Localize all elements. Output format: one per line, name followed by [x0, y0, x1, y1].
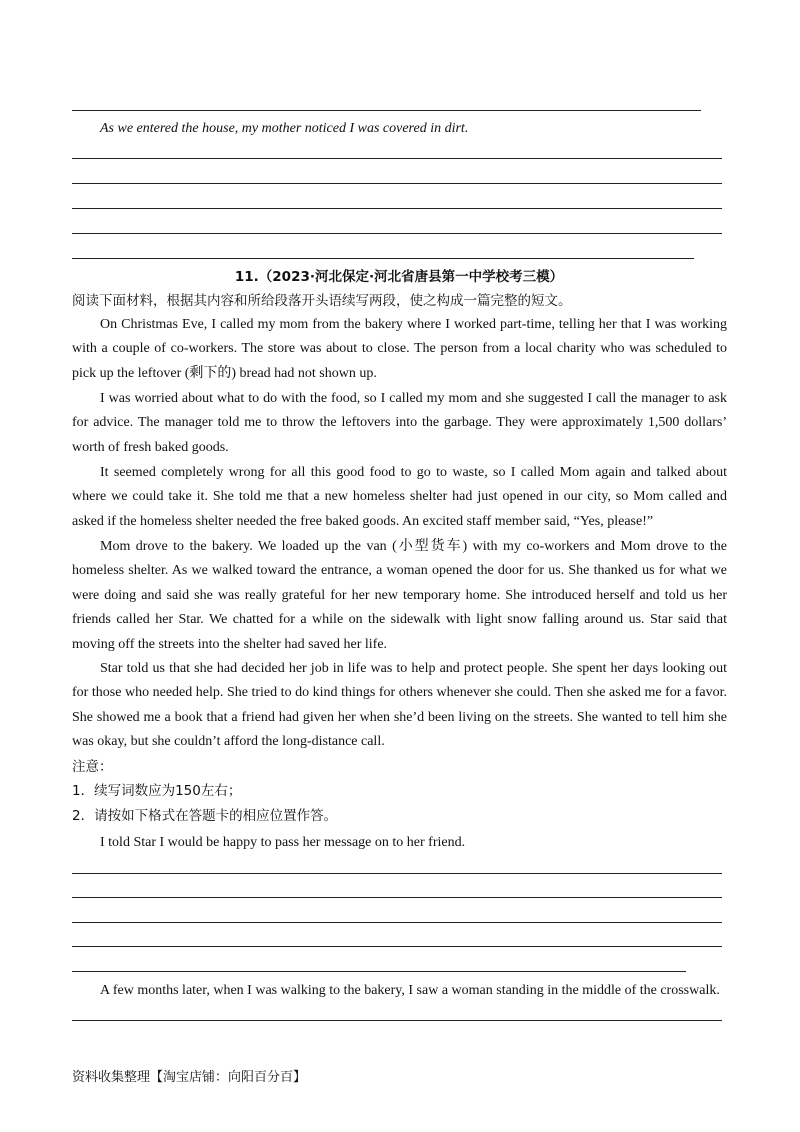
answer-line [72, 922, 722, 923]
continuation-prompt: As we entered the house, my mother noticed I was covered in dirt. [100, 121, 469, 136]
question-heading: 11.（2023·河北保定·河北省唐县第一中学校考三模） [234, 269, 564, 285]
answer-line [72, 946, 722, 947]
footer-source: 资料收集整理【淘宝店铺：向阳百分百】 [72, 1070, 307, 1085]
passage-paragraph-4: Mom drove to the bakery. We loaded up the van (小型货车) with my co-workers and Mom drove to the homeless shelter. As we walked toward the entrance, a woman opened the door for us. She thanked us for what we were doing and said she was really grateful for her new temporary home. She introduced herself and told us her friends called her Star. We chatted for a while on the sidewalk with light snow falling around us. Star said that moving off the streets into the shelter had saved her life. [72, 539, 727, 652]
answer-line [72, 208, 722, 209]
passage-paragraph-2: I was worried about what to do with the food, so I called my mom and she suggested I call the manager to ask for advice. The manager told me to throw the leftovers into the garbage. They were approximately 1,500 dollars’ worth of fresh baked goods. [72, 391, 727, 455]
answer-line [72, 158, 722, 159]
note-word-count: 1．续写词数应为150左右； [72, 783, 242, 799]
answer-line [72, 873, 722, 874]
paragraph-opening-2: A few months later, when I was walking to the bakery, I saw a woman standing in the middle of the crosswalk. [100, 983, 720, 998]
passage-paragraph-1: On Christmas Eve, I called my mom from the bakery where I worked part-time, telling her that I was working with a couple of co-workers. The store was about to close. The person from a local charity who was scheduled to pick up the leftover (剩下的) bread had not shown up. [72, 317, 727, 381]
answer-line [72, 233, 722, 234]
passage-paragraph-5: Star told us that she had decided her job in life was to help and protect people. She spent her days looking out for those who needed help. She tried to do kind things for others whenever she could. Then she asked me for a favor. She showed me a book that a friend had given her when she’d been living on the streets. She wanted to tell him she was okay, but she couldn’t afford the long-distance call. [72, 661, 727, 750]
note-format: 2．请按如下格式在答题卡的相应位置作答。 [72, 808, 338, 824]
answer-line [72, 110, 701, 111]
answer-line [72, 971, 686, 972]
question-instruction: 阅读下面材料，根据其内容和所给段落开头语续写两段，使之构成一篇完整的短文。 [72, 293, 572, 309]
answer-line [72, 183, 722, 184]
answer-line [72, 258, 694, 259]
paragraph-opening-1: I told Star I would be happy to pass her message on to her friend. [100, 835, 466, 850]
answer-line [72, 897, 722, 898]
passage-paragraph-3: It seemed completely wrong for all this good food to go to waste, so I called Mom again and talked about where we could take it. She told me that a new homeless shelter had just opened in our city, so Mom called and asked if the homeless shelter needed the free baked goods. An excited staff member said, “Yes, please!” [72, 465, 727, 529]
notes-label: 注意： [72, 759, 113, 775]
answer-line [72, 1020, 722, 1021]
